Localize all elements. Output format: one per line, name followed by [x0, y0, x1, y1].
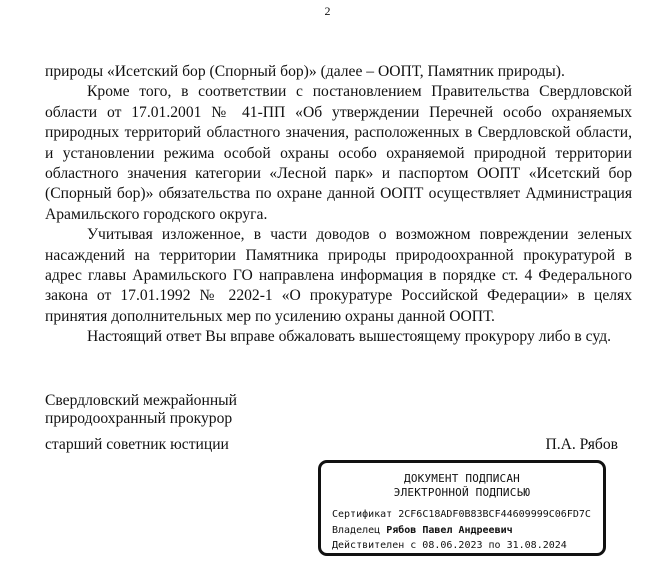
- stamp-certificate-value: 2CF6C18ADF0B83BCF44609999C06FD7C: [398, 509, 591, 520]
- signatory-organization: [45, 392, 237, 428]
- electronic-signature-stamp: [318, 460, 606, 556]
- signatory-org-line-1: Свердловский межрайонный: [45, 392, 237, 409]
- stamp-certificate-row: [332, 507, 591, 523]
- signatory-name: П.А. Рябов: [545, 436, 618, 453]
- stamp-owner-value: Рябов Павел Андреевич: [386, 524, 513, 536]
- signatory-rank: старший советник юстиции: [45, 436, 229, 453]
- paragraph-3: Учитывая изложенное, в части доводов о возможном повреждении зеленых насаждений на территории Памятника природы природоохранной прокуратурой в адрес главы Арамильского ГО направлена информация в порядке ст. 4 Федерального закона от 17.01.1992 № 2202-1 «О прокуратуре Российской Федерации» в целях принятия дополнительных мер по усилению охраны данной ООПТ.: [45, 226, 632, 325]
- letter-body: [45, 62, 632, 348]
- signatory-org-line-2: природоохранный прокурор: [45, 410, 233, 427]
- stamp-title-line-1: ДОКУМЕНТ ПОДПИСАН: [404, 472, 520, 485]
- stamp-owner-row: [332, 523, 591, 539]
- stamp-title-line-2: ЭЛЕКТРОННОЙ ПОДПИСЬЮ: [393, 486, 531, 499]
- stamp-owner-label: Владелец: [332, 524, 381, 536]
- paragraph-4: Настоящий ответ Вы вправе обжаловать вышестоящему прокурору либо в суд.: [87, 328, 612, 346]
- stamp-details: [332, 507, 591, 554]
- page-number: 2: [324, 4, 331, 18]
- paragraph-1: природы «Исетский бор (Спорный бор)» (далее – ООПТ, Памятник природы).: [45, 63, 565, 80]
- stamp-certificate-label: Сертификат: [332, 509, 393, 520]
- stamp-validity-row: Действителен с 08.06.2023 по 31.08.2024: [332, 540, 567, 551]
- paragraph-2: Кроме того, в соответствии с постановлением Правительства Свердловской области от 17.01.2001 № 41-ПП «Об утверждении Перечней особо охраняемых природных территорий областного значения, расположенных в Свердловской области, и установлении режима особой охраны особо охраняемой природной территории областного значения категории «Лесной парк» и паспортом ООПТ «Исетский бор (Спорный бор)» обязательства по охране данной ООПТ осуществляет Администрация Арамильского городского округа.: [45, 83, 632, 223]
- stamp-title: [321, 472, 603, 500]
